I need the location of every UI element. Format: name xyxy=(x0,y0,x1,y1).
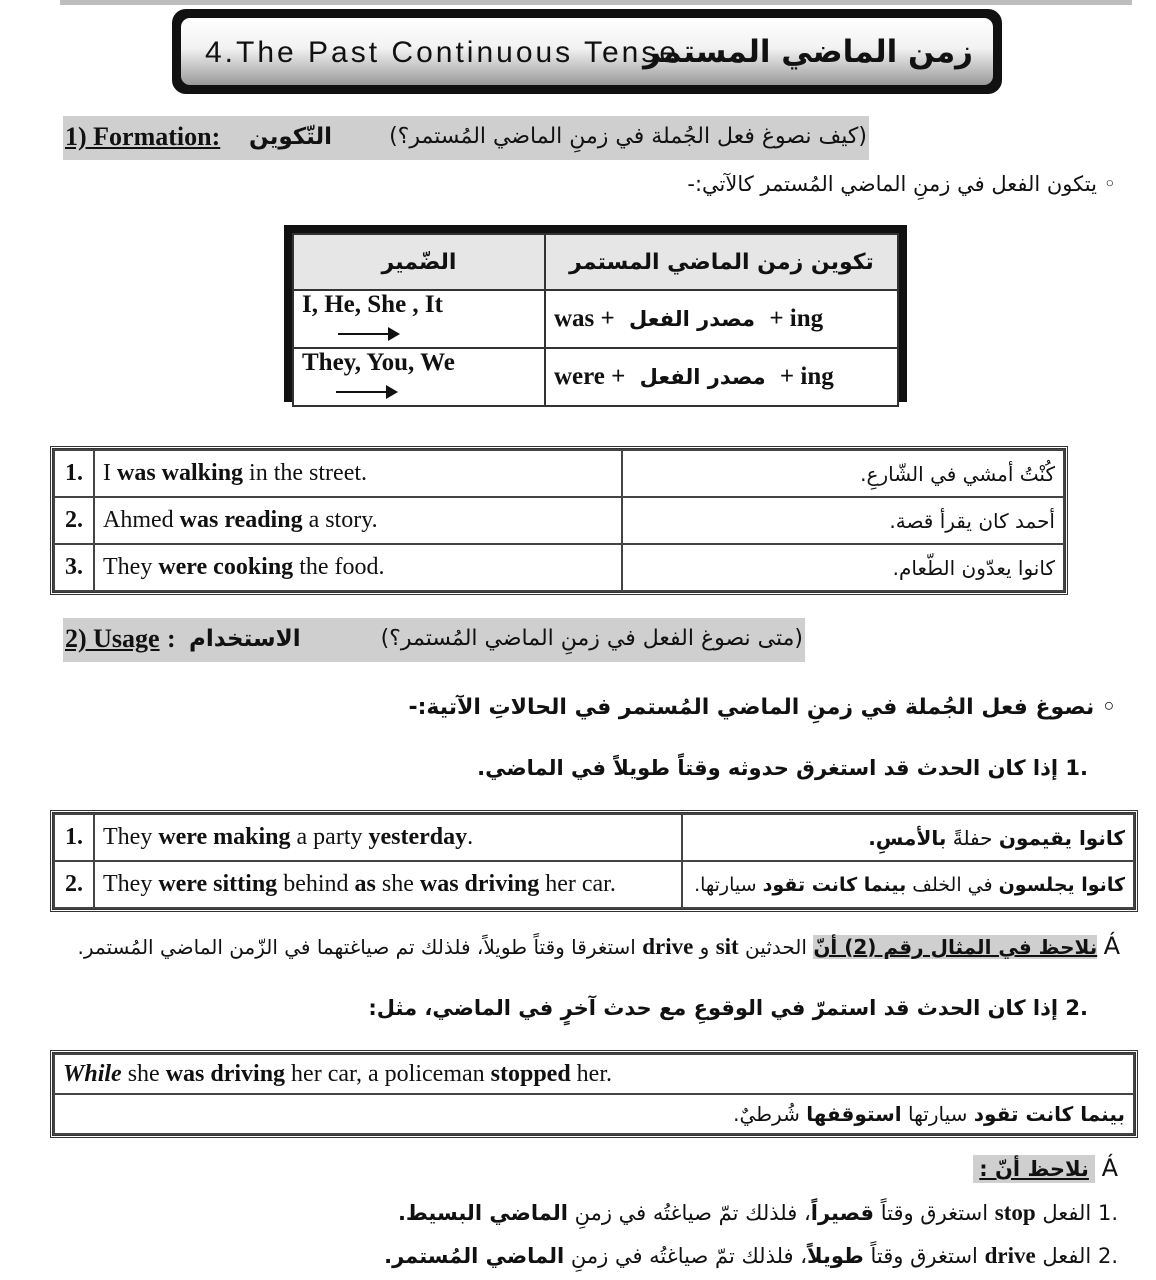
bullet-mark: ◦ xyxy=(1094,695,1116,720)
usage-intro xyxy=(408,695,1116,720)
formation-heading xyxy=(63,116,869,160)
title-arabic: زمن الماضي المستمر xyxy=(643,34,973,70)
formation-heading-en: 1) Formation: xyxy=(65,122,221,151)
examples-table-1 xyxy=(50,446,1068,595)
example-arabic: كانوا يقيمون حفلةً بالأمسِ. xyxy=(682,814,1134,861)
example-arabic: بينما كانت تقود سيارتها استوقفها شُرطيٌ. xyxy=(54,1094,1134,1134)
case-text: إذا كان الحدث قد استمرّ في الوقوعِ مع حدث آخرٍ في الماضي، مثل: xyxy=(368,996,1059,1020)
example-arabic: كانوا يعدّون الطّعام. xyxy=(622,544,1064,591)
title-banner-inner xyxy=(181,18,993,85)
note-bullet-icon: Á xyxy=(1101,1154,1118,1182)
note-2-item: .2 الفعل drive استغرق وقتاً طويلاً، فلذلك تمّ صياغتُه في زمنِ الماضي المُستمر. xyxy=(384,1243,1118,1268)
auxiliary: were + xyxy=(554,363,626,390)
title-english: 4.The Past Continuous Tense xyxy=(205,36,680,69)
example-number: 3. xyxy=(54,544,94,591)
formation-question: (كيف نصوغ فعل الجُملة في زمنِ الماضي المُستمر؟) xyxy=(389,124,867,149)
bullet-mark: ◦ xyxy=(1096,172,1116,196)
suffix: + ing xyxy=(779,363,834,390)
verb-drive: drive xyxy=(642,934,694,959)
note-1: Á نلاحظ في المثال رقم (2) أنّ الحدثين sit و drive استغرقا وقتاً طويلاً، فلذلك تم صياغتهما في الزّمن الماضي المُستمر. xyxy=(77,932,1120,960)
example-number: 1. xyxy=(54,814,94,861)
case-text: إذا كان الحدث قد استغرق حدوثه وقتاً طويلاً في الماضي. xyxy=(477,756,1059,780)
formation-row xyxy=(293,290,898,348)
usage-heading xyxy=(63,618,805,662)
example-english: They were sitting behind as she was driving her car. xyxy=(94,861,682,908)
case-number: .2 xyxy=(1065,996,1088,1020)
table-row xyxy=(54,814,1134,861)
header-pronoun: الضّمير xyxy=(293,234,545,290)
table-row xyxy=(54,450,1064,497)
verb-drive: drive xyxy=(984,1243,1036,1268)
example-number: 2. xyxy=(54,861,94,908)
base-verb-label: مصدر الفعل xyxy=(639,365,766,389)
example-box-3 xyxy=(50,1050,1138,1138)
example-english: I was walking in the street. xyxy=(94,450,622,497)
usage-heading-en: 2) Usage xyxy=(65,624,160,653)
usage-intro-text: نصوغ فعل الجُملة في زمنِ الماضي المُستمر في الحالاتِ الآتية:- xyxy=(408,695,1095,720)
base-verb-label: مصدر الفعل xyxy=(629,307,756,331)
example-arabic: كُنْتُ أمشي في الشّارعِ. xyxy=(622,450,1064,497)
formation-table xyxy=(284,225,907,402)
verb-sit: sit xyxy=(715,934,739,959)
usage-case-1 xyxy=(477,756,1088,780)
example-english: Ahmed was reading a story. xyxy=(94,497,622,544)
example-number: 2. xyxy=(54,497,94,544)
formation-heading-ar: التّكوين xyxy=(249,124,333,150)
item-number: .2 xyxy=(1097,1244,1118,1268)
example-arabic: أحمد كان يقرأ قصة. xyxy=(622,497,1064,544)
usage-case-2 xyxy=(368,996,1088,1020)
example-english: While she was driving her car, a policeman stopped her. xyxy=(54,1054,1134,1094)
table-row xyxy=(54,544,1064,591)
usage-heading-ar: الاستخدام xyxy=(189,626,301,652)
pronoun-group: I, He, She , It xyxy=(302,291,443,318)
table-row xyxy=(54,861,1134,908)
note-2 xyxy=(973,1154,1118,1182)
usage-question: (متى نصوغ الفعل في زمنِ الماضي المُستمر؟) xyxy=(380,626,803,651)
pronoun-group: They, You, We xyxy=(302,349,455,376)
note-bullet-icon: Á xyxy=(1103,932,1120,960)
note-label: نلاحظ أنّ : xyxy=(973,1155,1095,1183)
example-number: 1. xyxy=(54,450,94,497)
usage-heading-colon: : xyxy=(167,624,176,653)
formation-intro xyxy=(687,172,1116,196)
case-number: .1 xyxy=(1065,756,1088,780)
verb-stop: stop xyxy=(994,1200,1036,1225)
auxiliary: was + xyxy=(554,305,615,332)
example-english: They were making a party yesterday. xyxy=(94,814,682,861)
note-label: نلاحظ في المثال رقم (2) أنّ xyxy=(813,935,1098,959)
item-number: .1 xyxy=(1097,1201,1118,1225)
suffix: + ing xyxy=(769,305,824,332)
header-formation: تكوين زمن الماضي المستمر xyxy=(545,234,898,290)
example-arabic: كانوا يجلسون في الخلف بينما كانت تقود سيارتها. xyxy=(682,861,1134,908)
arrow-right-icon xyxy=(336,391,394,393)
table-row xyxy=(54,1054,1134,1094)
example-english: They were cooking the food. xyxy=(94,544,622,591)
table-row xyxy=(54,497,1064,544)
formation-row xyxy=(293,348,898,406)
top-rule xyxy=(60,0,1132,5)
examples-table-2 xyxy=(50,810,1138,912)
arrow-right-icon xyxy=(338,333,396,335)
formation-intro-text: يتكون الفعل في زمنِ الماضي المُستمر كالآتي:- xyxy=(687,172,1097,196)
table-row xyxy=(54,1094,1134,1134)
note-2-item: .1 الفعل stop استغرق وقتاً قصيراً، فلذلك تمّ صياغتُه في زمنِ الماضي البسيط. xyxy=(397,1200,1118,1225)
title-banner xyxy=(172,9,1002,94)
